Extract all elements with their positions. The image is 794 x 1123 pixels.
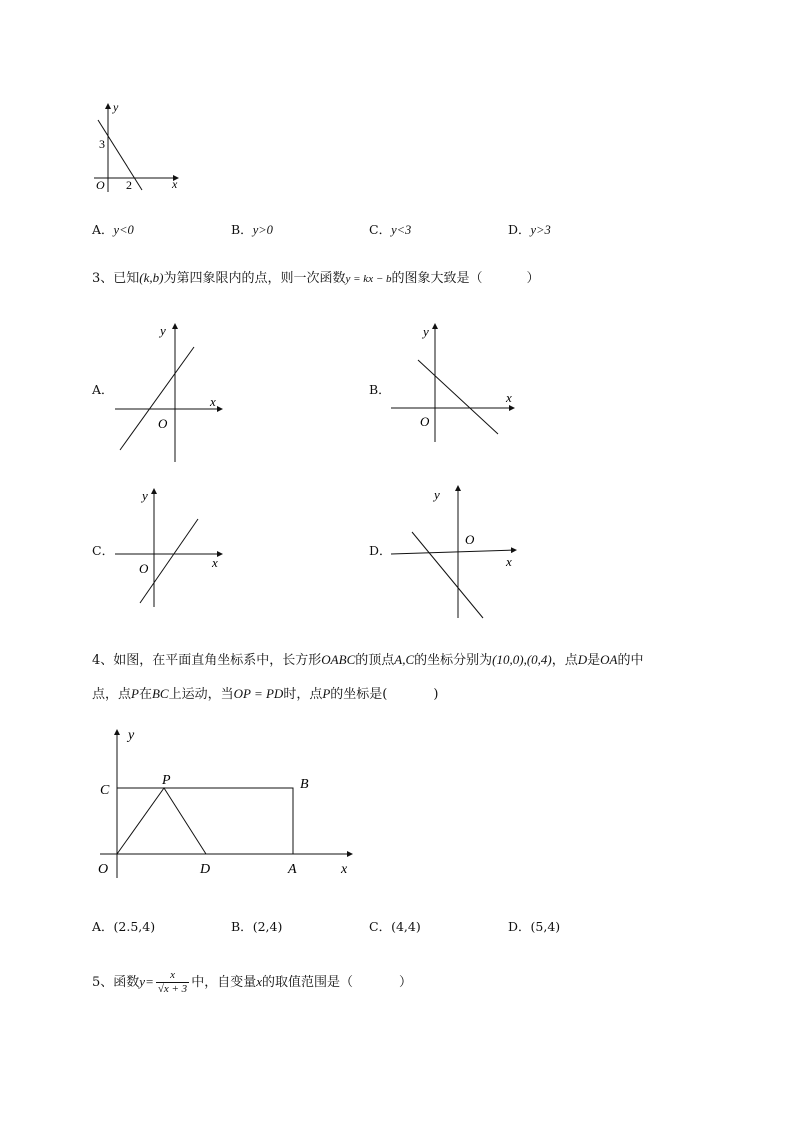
q5-fraction: $\frac{x}{√x + 3}$: [157, 969, 188, 995]
q2-option-b[interactable]: B．y>0: [231, 222, 273, 237]
q4-option-d[interactable]: D．(5,4): [508, 919, 561, 934]
svg-text:x: x: [341, 862, 348, 877]
svg-text:O: O: [158, 416, 168, 431]
svg-text:A: A: [288, 862, 297, 877]
q2-option-a[interactable]: A．y<0: [92, 222, 134, 237]
svg-text:B: B: [300, 777, 309, 792]
svg-text:C: C: [100, 783, 110, 798]
q4-stem-line1: 4、如图，在平面直角坐标系中，长方形OABC的顶点A,C的坐标分别为(10,0),(0,4)，点D是OA的中: [92, 652, 644, 668]
origin-label: O: [96, 178, 105, 192]
x-intercept-label: 2: [126, 178, 132, 192]
svg-text:x: x: [212, 555, 218, 570]
q5-stem: 5、函数y= $\frac{x}{√x + 3}$ 中，自变量x的取值范围是（ ）: [92, 969, 413, 995]
q2-graph: [88, 100, 188, 195]
q3-stem: 3、已知(k,b)为第四象限内的点，则一次函数y = kx − b的图象大致是（ ）: [92, 270, 540, 286]
svg-text:O: O: [139, 561, 149, 576]
q3-option-a-label[interactable]: A．: [92, 382, 114, 397]
q2-option-c[interactable]: C．y<3: [369, 222, 412, 237]
q3-graph-b: [388, 320, 518, 445]
svg-text:P: P: [162, 773, 171, 788]
svg-text:y: y: [160, 323, 166, 338]
svg-text:y: y: [128, 728, 135, 743]
q4-option-b[interactable]: B．(2,4): [231, 919, 283, 934]
triangle-opd: [117, 788, 206, 854]
svg-text:y: y: [434, 487, 440, 502]
q3-option-b-label[interactable]: B．: [369, 382, 391, 397]
q3-graph-c: [112, 485, 227, 610]
q3-graph-a: [110, 320, 230, 465]
svg-text:O: O: [420, 414, 430, 429]
q4-option-c[interactable]: C．(4,4): [369, 919, 421, 934]
svg-text:x: x: [210, 394, 216, 409]
svg-text:D: D: [200, 862, 211, 877]
y-label: y: [113, 100, 119, 114]
q3-option-c-label[interactable]: C．: [92, 543, 115, 558]
y-intercept-label: 3: [99, 137, 105, 151]
svg-text:x: x: [506, 554, 512, 569]
q4-option-a[interactable]: A．(2.5,4): [92, 919, 156, 934]
q2-option-d[interactable]: D．y>3: [508, 222, 551, 237]
q4-graph: [92, 722, 362, 882]
svg-text:y: y: [423, 324, 429, 339]
svg-text:O: O: [98, 862, 109, 877]
svg-text:O: O: [465, 532, 475, 547]
q3-graph-d: [388, 482, 523, 622]
svg-text:x: x: [506, 390, 512, 405]
q3-option-d-label[interactable]: D．: [369, 543, 392, 558]
svg-text:y: y: [142, 488, 148, 503]
x-label: x: [172, 177, 178, 191]
rectangle-oabc: [117, 788, 293, 854]
q4-stem-line2: 点，点P在BC上运动，当OP = PD时，点P的坐标是( ): [92, 686, 439, 702]
